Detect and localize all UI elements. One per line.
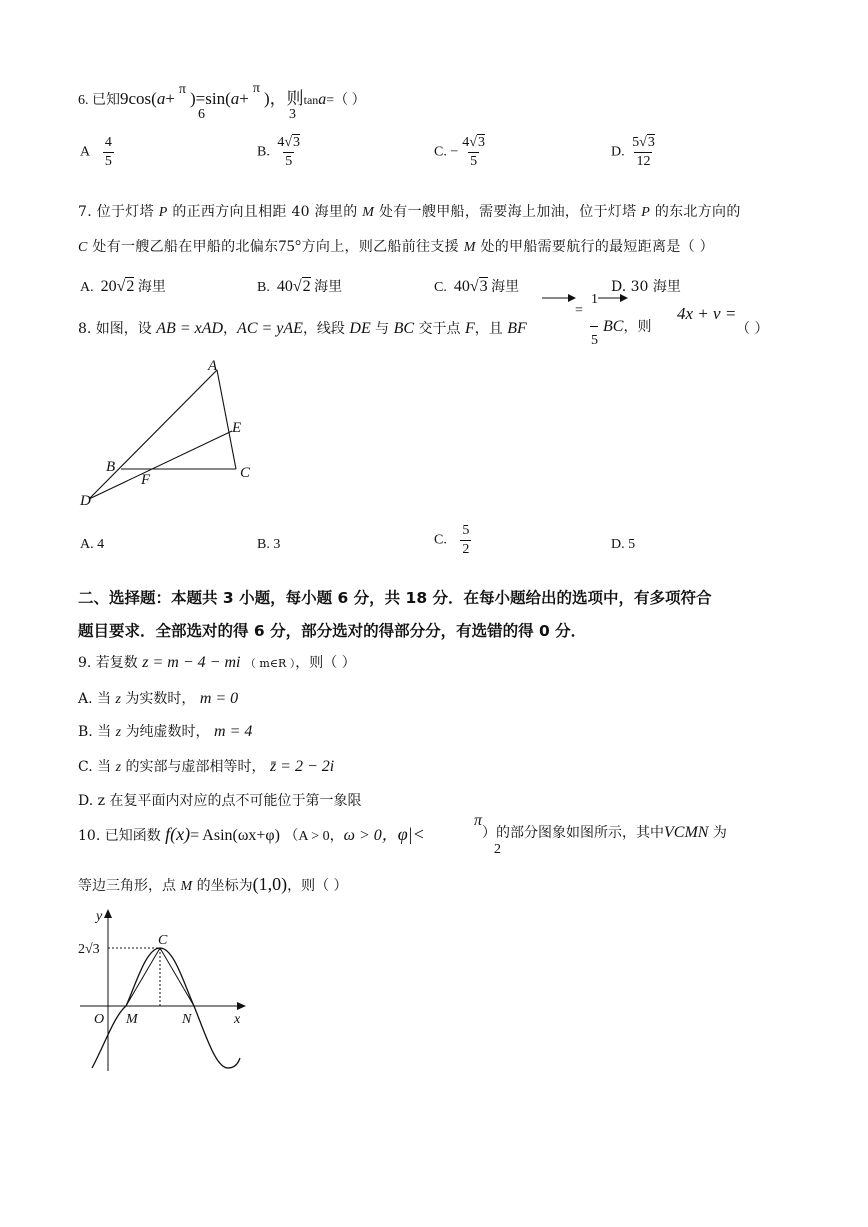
q6-option-a[interactable]: A $\frac{4}{5}$: [80, 135, 112, 169]
label-D: D: [80, 493, 91, 509]
side-CM: [126, 948, 160, 1006]
section-2-title: 二、选择题：本题共 3 小题，每小题 6 分，共 18 分．在每小题给出的选项中，有多项符合: [78, 589, 712, 607]
q6-denominator-3: 3: [289, 107, 296, 122]
label-y: y: [96, 909, 103, 924]
label-F: F: [141, 472, 151, 488]
sine-curve: [92, 948, 240, 1068]
q8-stem-tail: BC，则: [603, 318, 652, 335]
q7-option-c[interactable]: C. 40√3 海里: [434, 278, 520, 295]
q10-two: 2: [494, 842, 501, 857]
q8-option-c[interactable]: C. $\frac{5}{2}$: [434, 523, 470, 557]
q6-option-d[interactable]: D. $\frac{5√3}{12}$: [611, 135, 655, 169]
q10-stem-line2: 等边三角形，点 M 的坐标为(1,0)，则（ ）: [78, 874, 348, 894]
q8-stem: 8. 如图，设 AB = xAD，AC = yAE，线段 DE 与 BC 交于点 F，且 BF: [78, 320, 527, 337]
q8-triangle-figure: [74, 352, 264, 512]
q6-number: 6. 已知: [78, 93, 120, 108]
section-2-title-cont: 题目要求．全部选对的得 6 分，部分选对的得部分分，有选错的得 0 分．: [78, 622, 587, 640]
q7-option-d[interactable]: D. 30 海里: [611, 279, 681, 295]
q8-option-a[interactable]: A. 4: [80, 537, 105, 552]
q8-frac-five: 5: [591, 333, 598, 348]
label-N: N: [182, 1012, 192, 1027]
label-ymax: 2√3: [78, 942, 100, 957]
label-E: E: [232, 420, 242, 436]
q8-frac-one: 1: [591, 292, 598, 307]
label-C: C: [240, 465, 251, 481]
label-A: A: [208, 358, 218, 374]
q10-stem-line1: 10. 已知函数 f(x)= Asin(ωx+φ) （A > 0，ω > 0，φ|<: [78, 824, 425, 844]
q9-option-a[interactable]: A. 当 z 为实数时， m = 0: [78, 690, 239, 707]
q7-option-a[interactable]: A. 20√2 海里: [80, 278, 166, 295]
q7-stem-line1: 7. 位于灯塔 P 的正西方向且相距 40 海里的 M 处有一艘甲船，需要海上加油，位于灯塔 P 的东北方向的: [78, 204, 741, 220]
q8-paren: （ ）: [736, 321, 769, 337]
q9-option-d[interactable]: D. z 在复平面内对应的点不可能位于第一象限: [78, 793, 362, 809]
q8-vector-arrows: [540, 288, 630, 308]
label-x: x: [234, 1012, 241, 1027]
q6-option-b[interactable]: B. $\frac{4√3}{5}$: [257, 135, 301, 169]
q7-option-b[interactable]: B. 40√2 海里: [257, 278, 343, 295]
q8-option-d[interactable]: D. 5: [611, 537, 636, 552]
q10-stem-tail: ）的部分图象如图所示，其中VCMN 为: [482, 824, 727, 841]
label-origin: O: [94, 1012, 105, 1027]
x-axis-arrow: [237, 1002, 246, 1010]
q6-stem: 6. 已知9cos(a+ π )=sin(a+ π )，则tana=（ ）: [78, 80, 366, 108]
q8-option-b[interactable]: B. 3: [257, 537, 281, 552]
q9-stem: 9. 若复数 z = m − 4 − mi （ m∈R ），则（ ）: [78, 654, 356, 671]
q8-ask-expr: 4x + v =: [677, 304, 737, 323]
side-CN: [160, 948, 194, 1006]
q6-denominator-6: 6: [198, 107, 205, 122]
q10-function-graph: [74, 906, 254, 1076]
q8-frac-bar: [590, 326, 598, 327]
y-axis-arrow: [104, 909, 112, 918]
label-C: C: [158, 933, 168, 948]
q10-pi: π: [474, 812, 483, 829]
q8-equals: =: [575, 303, 583, 318]
q9-option-c[interactable]: C. 当 z 的实部与虚部相等时， z̄ = 2 − 2i: [78, 758, 335, 775]
q7-stem-line2: C 处有一艘乙船在甲船的北偏东75°方向上，则乙船前往支援 M 处的甲船需要航行的最短距离是（ ）: [78, 238, 714, 255]
label-M: M: [126, 1012, 138, 1027]
q6-option-c[interactable]: C. − $\frac{4√3}{5}$: [434, 135, 485, 169]
q9-option-b[interactable]: B. 当 z 为纯虚数时， m = 4: [78, 723, 253, 740]
label-B: B: [106, 459, 116, 475]
segment-AD: [89, 370, 217, 499]
